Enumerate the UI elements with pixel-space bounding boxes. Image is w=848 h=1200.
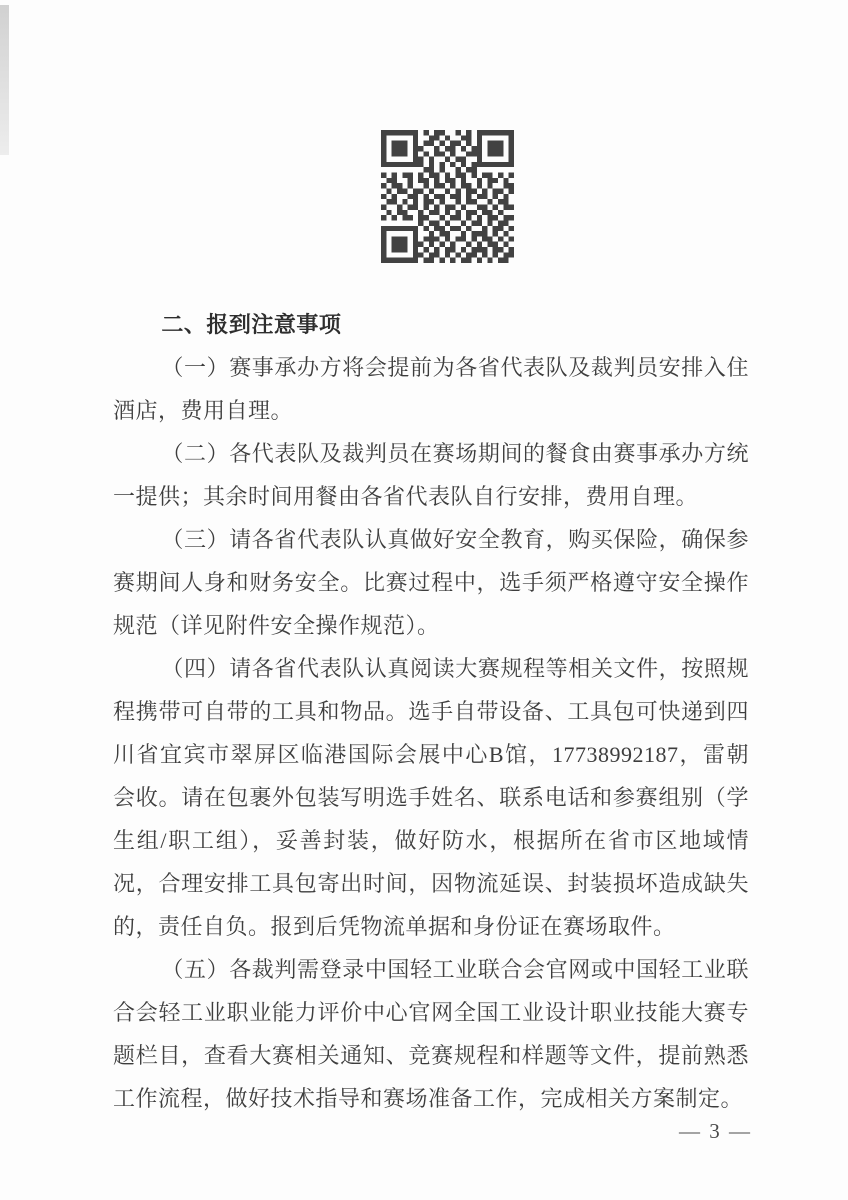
qr-code <box>381 130 514 263</box>
paragraphs <box>113 346 749 1120</box>
paragraph: （三）请各省代表队认真做好安全教育，购买保险，确保参赛期间人身和财务安全。比赛过程中，选手须严格遵守安全操作规范（详见附件安全操作规范）。 <box>113 527 749 638</box>
section-heading: 二、报到注意事项 <box>161 312 342 337</box>
document-body <box>113 303 749 1120</box>
paragraph: （二）各代表队及裁判员在赛场期间的餐食由赛事承办方统一提供；其余时间用餐由各省代表队自行安排，费用自理。 <box>113 441 749 509</box>
page-number: — 3 — <box>679 1119 752 1143</box>
paragraph: （一）赛事承办方将会提前为各省代表队及裁判员安排入住酒店，费用自理。 <box>113 355 749 423</box>
paragraph: （四）请各省代表队认真阅读大赛规程等相关文件，按照规程携带可自带的工具和物品。选手自带设备、工具包可快递到四川省宜宾市翠屏区临港国际会展中心B馆，17738992187，雷朝会收。请在包裹外包装写明选手姓名、联系电话和参赛组别（学生组/职工组），妥善封装，做好防水，根据所在省市区地域情况，合理安排工具包寄出时间，因物流延误、封装损坏造成缺失的，责任自负。报到后凭物流单据和身份证在赛场取件。 <box>113 656 749 939</box>
scan-edge-artifact <box>0 5 9 155</box>
paragraph: （五）各裁判需登录中国轻工业联合会官网或中国轻工业联合会轻工业职业能力评价中心官网全国工业设计职业技能大赛专题栏目，查看大赛相关通知、竞赛规程和样题等文件，提前熟悉工作流程，做好技术指导和赛场准备工作，完成相关方案制定。 <box>113 957 749 1111</box>
